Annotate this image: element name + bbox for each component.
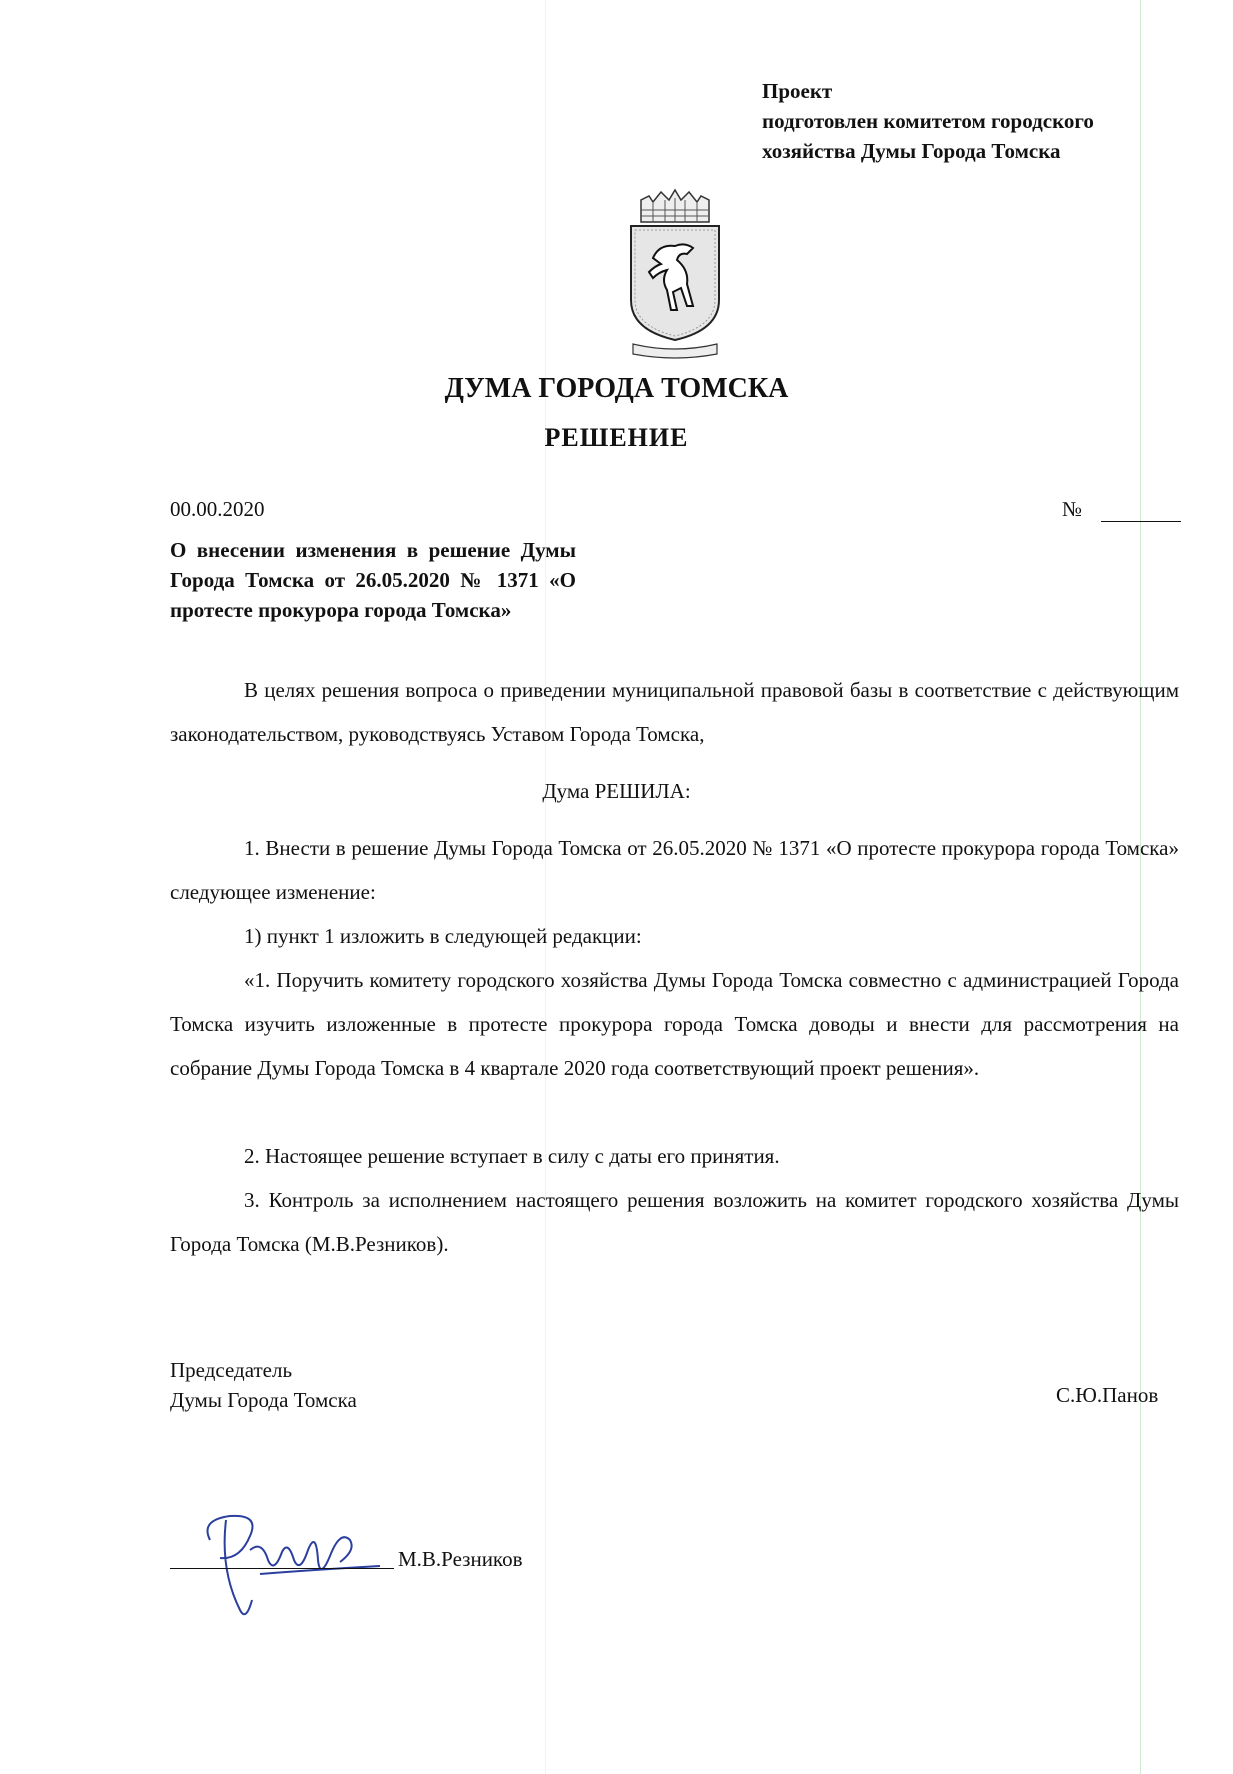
project-note-line: хозяйства Думы Города Томска — [762, 139, 1061, 163]
document-number-blank — [1101, 521, 1181, 522]
tomsk-coat-of-arms-icon — [623, 188, 727, 362]
chair-title-line: Думы Города Томска — [170, 1388, 357, 1412]
handwritten-signature — [190, 1500, 390, 1630]
project-note — [762, 76, 1094, 166]
item-2: 2. Настоящее решение вступает в силу с даты его принятия. — [244, 1144, 780, 1168]
organization-title: ДУМА ГОРОДА ТОМСКА — [444, 373, 789, 404]
chair-title — [170, 1355, 357, 1415]
chair-name: С.Ю.Панов — [1056, 1383, 1159, 1407]
document-subject: О внесении изменения в решение Думы Города Томска от 26.05.2020 № 1371 «О протесте прокурора города Томска» — [170, 538, 576, 622]
preamble: В целях решения вопроса о приведении муниципальной правовой базы в соответствие с действующим законодательством, руководствуясь Уставом Города Томска, — [170, 678, 1179, 746]
project-note-line: подготовлен комитетом городского — [762, 109, 1094, 133]
document-number-label: № — [1062, 497, 1083, 521]
item-3: 3. Контроль за исполнением настоящего решения возложить на комитет городского хозяйства Думы Города Томска (М.В.Резников). — [170, 1188, 1179, 1256]
item-1-quote: «1. Поручить комитету городского хозяйства Думы Города Томска совместно с администрацией Города Томска изучить изложенные в протесте прокурора города Томска доводы и внести для рассмотрения на собрание Думы Города Томска в 4 квартале 2020 года соответствующий проект решения». — [170, 968, 1179, 1080]
project-note-line: Проект — [762, 79, 833, 103]
signature-line — [170, 1568, 394, 1569]
item-1: 1. Внести в решение Думы Города Томска от 26.05.2020 № 1371 «О протесте прокурора города Томска» следующее изменение: — [170, 836, 1179, 904]
resolved-heading: Дума РЕШИЛА: — [542, 779, 691, 803]
item-1-subitem: 1) пункт 1 изложить в следующей редакции: — [244, 924, 642, 948]
document-type: РЕШЕНИЕ — [544, 423, 689, 452]
document-date: 00.00.2020 — [170, 497, 265, 521]
signer-name: М.В.Резников — [398, 1547, 523, 1571]
chair-title-line: Председатель — [170, 1358, 293, 1382]
